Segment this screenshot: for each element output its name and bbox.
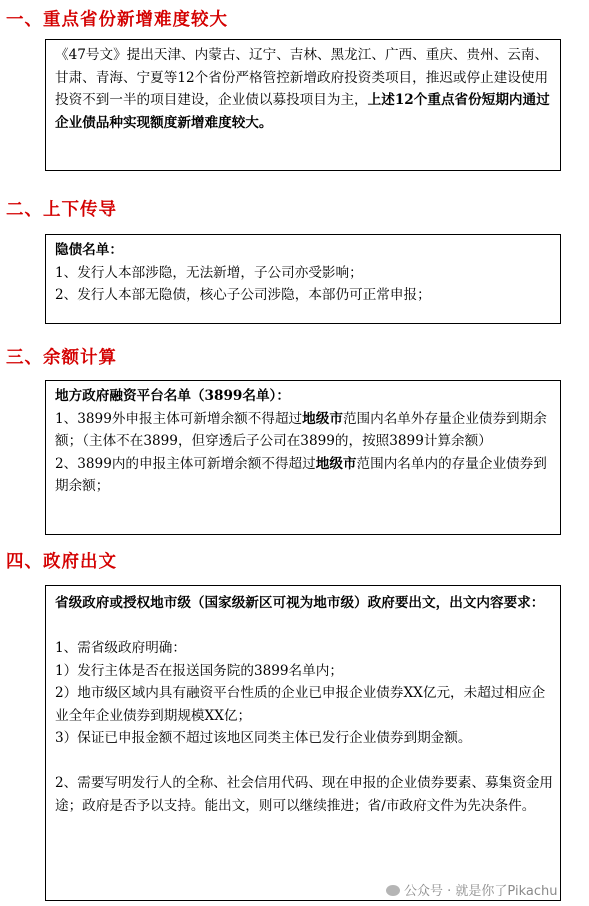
section-4-line-4: 3）保证已申报金额不超过该地区同类主体已发行企业债券到期金额。 (55, 730, 472, 746)
section-3-item-1 (55, 408, 555, 453)
wechat-icon (386, 885, 400, 896)
section-1-text (55, 44, 555, 134)
section-4-title: 省级政府或授权地市级（国家级新区可视为地市级）政府要出文，出文内容要求： (55, 595, 545, 611)
section-3-heading: 三、余额计算 (6, 348, 117, 368)
section-3-item-2-bold: 地级市 (315, 455, 357, 472)
section-3-item-1-a: 1、3899外申报主体可新增余额不得超过 (55, 410, 303, 427)
watermark-text: 公众号 · 就是你了Pikachu (404, 884, 558, 899)
section-4-line-1: 1、需省级政府明确： (55, 640, 186, 656)
section-4-line-2: 1）发行主体是否在报送国务院的3899名单内； (55, 662, 343, 679)
section-4-closing: 2、需要写明发行人的全称、社会信用代码、现在申报的企业债券要素、募集资金用途；政府是否予以支持。能出文，则可以继续推进；省/市政府文件为先决条件。 (55, 775, 554, 814)
section-3-box (45, 380, 561, 535)
section-3-item-2 (55, 453, 555, 498)
section-2-line-1: 1、发行人本部涉隐，无法新增，子公司亦受影响； (55, 264, 363, 281)
section-2-box (45, 234, 561, 324)
section-3-item-1-bold: 地级市 (302, 410, 343, 427)
section-4-spacer-2 (55, 750, 555, 773)
watermark (386, 880, 557, 899)
section-4-heading: 四、政府出文 (6, 552, 117, 572)
section-2-line-2: 2、发行人本部无隐债，核心子公司涉隐，本部仍可正常申报； (55, 287, 431, 303)
section-2-heading: 二、上下传导 (6, 200, 117, 220)
section-2-title: 隐债名单： (55, 242, 123, 258)
section-3-item-1-b: 范围内名单外存量企业债券到期余额；（主体不在3899，但穿透后子公司在3899的，按照3899计算余额） (55, 410, 547, 449)
section-1-text-normal: 《47号文》提出天津、内蒙古、辽宁、吉林、黑龙江、广西、重庆、贵州、云南、甘肃、青海、宁夏等12个省份严格管控新增政府投资类项目，推迟或停止建设使用投资不到一半的项目建设，企业债以募投项目为主， (55, 47, 549, 108)
section-3-item-2-b: 范围内名单内的存量企业债券到期余额； (55, 455, 547, 494)
section-1-text-bold: 上述12个重点省份短期内通过企业债品种实现额度新增难度较大。 (55, 92, 550, 131)
section-4-spacer-1 (55, 615, 555, 638)
section-4-box (45, 585, 561, 901)
section-3-item-2-a: 2、3899内的申报主体可新增余额不得超过 (55, 455, 316, 472)
section-1-box (45, 39, 561, 171)
section-1-heading: 一、重点省份新增难度较大 (6, 10, 228, 30)
section-4-line-3: 2）地市级区域内具有融资平台性质的企业已申报企业债券XX亿元，未超过相应企业全年企业债券到期规模XX亿； (55, 685, 546, 724)
section-3-title: 地方政府融资平台名单（3899名单）： (55, 388, 290, 404)
